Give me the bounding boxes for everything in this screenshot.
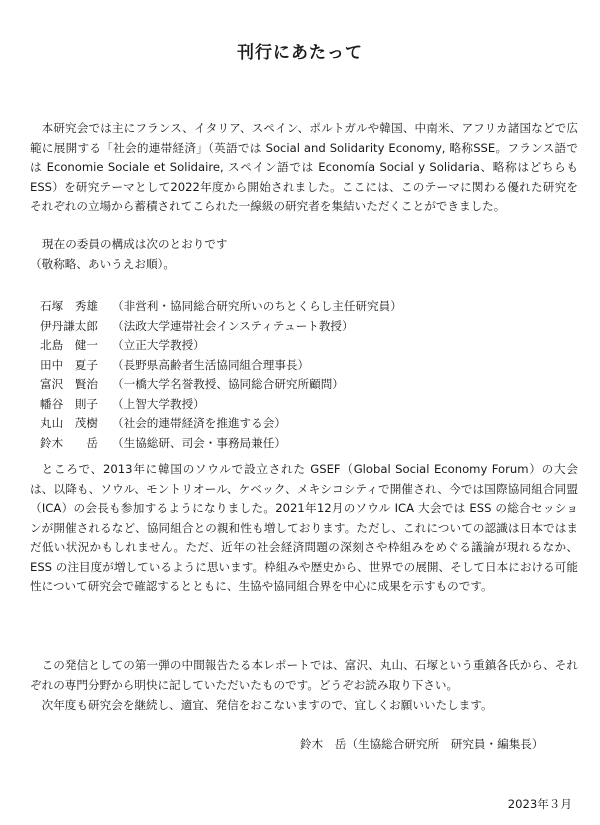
page-title: 刊行にあたって [237,43,363,63]
publication-date: 2023年３月 [507,797,572,811]
body-paragraph: ところで、2013年に韓国のソウルで設立された GSEF（Global Social Economy Forum）の大会は、以降も、ソウル、モントリオール、ケベック、メキシコシティで開催され、今では国際協同組合同盟（ICA）の会長も参加するようになりました。2021年12月のソウル ICA 大会では ESS の総合セッションが開催されるなど、協同組合との親和性も増しております。ただし、これについての認識は日本ではまだ低い状況かもしれません。ただ、近年の社会経済問題の深刻さや枠組みをめぐる議論が現れるなか、ESS の注目度が増しているように思います。枠組みや歴史から、世界での展開、そして日本における可能性について研究会で確認するとともに、生協や協同組合界を中心に成果を示すものです。 [30,462,578,593]
member-name: 伊丹謙太郎 [40,318,98,333]
member-role: （法政大学連帯社会インスティテュート教授） [112,318,354,333]
member-role: （生協総研、司会・事務局兼任） [112,435,286,450]
member-role: （上智大学教授） [112,396,205,411]
member-row [40,395,402,415]
member-name: 田中 夏子 [40,357,98,372]
member-row [40,434,402,454]
member-name: 富沢 賢治 [40,377,98,391]
members-intro: 現在の委員の構成は次のとおりです [42,237,228,251]
member-role: （長野県高齢者生活協同組合理事長） [112,357,310,372]
member-row [40,356,402,376]
report-paragraph: この発信としての第一弾の中間報告たる本レポートでは、富沢、丸山、石塚という重鎮各氏から、それぞれの専門分野から明快に記していただいたものです。どうぞお読み取り下さい。 [30,658,578,692]
member-name: 石塚 秀雄 [40,299,98,313]
member-row [40,336,402,356]
member-row [40,375,402,395]
members-note: （敬称略、あいうえお順）。 [30,257,175,271]
intro-paragraph: 本研究会では主にフランス、イタリア、スペイン、ポルトガルや韓国、中南米、アフリカ諸国などで広範に展開する「社会的連帯経済」（英語では Social and Solidarity Economy, 略称SSE。フランス語では Economie Sociale et Solidaire, スペイン語では Economía Social y Solidaria、略称はどちらも ESS）を研究テーマとして2022年度から開始されました。ここには、このテーマに関わる優れた研究をそれぞれの立場から蓄積されてこられた一線級の研究者を集結いただくことができました。 [30,121,578,213]
member-role: （立正大学教授） [112,338,205,352]
signature: 鈴木 岳（生協総合研究所 研究員・編集長） [300,737,544,751]
member-row [40,317,402,337]
member-role: （社会的連帯経済を推進する会） [112,416,286,430]
member-role: （非営利・協同総合研究所いのちとくらし主任研究員） [112,299,402,313]
member-row [40,297,402,317]
member-name: 鈴木 岳 [40,435,98,450]
members-list [40,297,402,453]
closing-paragraph: 次年度も研究会を継続し、適宜、発信をおこないますので、宜しくお願いいたします。 [41,698,493,712]
member-role: （一橋大学名誉教授、協同総合研究所顧問） [112,377,344,391]
member-name: 丸山 茂樹 [40,416,98,430]
member-row [40,414,402,434]
member-name: 幡谷 則子 [40,396,98,411]
member-name: 北島 健一 [40,338,98,352]
